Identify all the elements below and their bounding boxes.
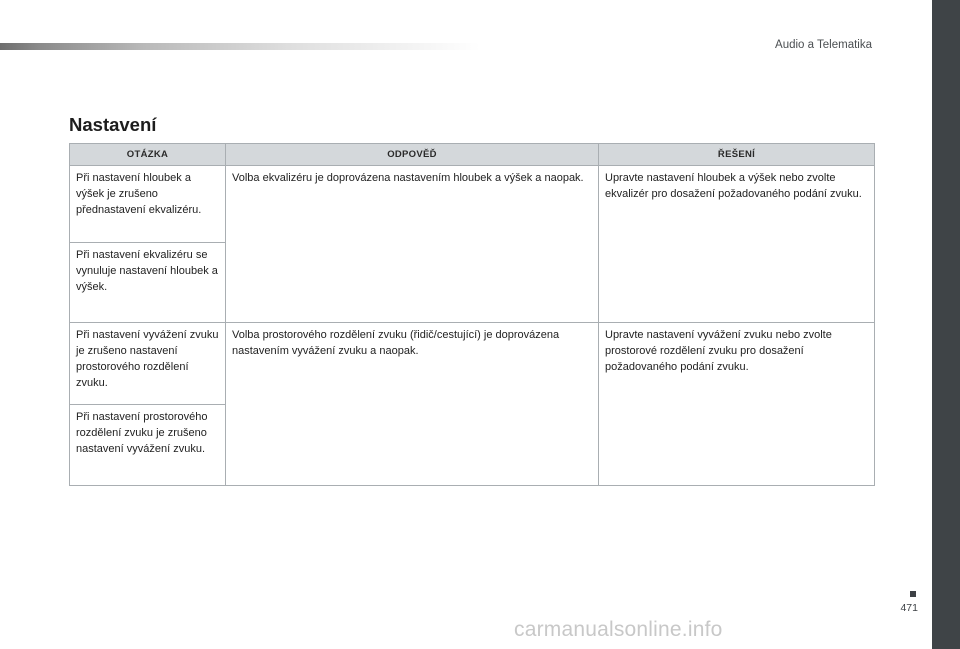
column-header-answer: ODPOVĚĎ bbox=[226, 144, 599, 166]
page-number: 471 bbox=[900, 602, 918, 614]
page-title: Nastavení bbox=[69, 114, 157, 135]
side-tab-strip bbox=[932, 0, 960, 649]
header-gradient-bar bbox=[0, 43, 480, 50]
answer-cell: Volba prostorového rozdělení zvuku (řidič/cestující) je doprovázena nastavením vyvážení zvuku a naopak. bbox=[226, 323, 599, 486]
question-cell: Při nastavení hloubek a výšek je zrušeno přednastavení ekvalizéru. bbox=[70, 166, 226, 243]
solution-cell: Upravte nastavení vyvážení zvuku nebo zvolte prostorové rozdělení zvuku pro dosažení požadovaného podání zvuku. bbox=[599, 323, 875, 486]
column-header-question: OTÁZKA bbox=[70, 144, 226, 166]
column-header-solution: ŘEŠENÍ bbox=[599, 144, 875, 166]
question-cell: Při nastavení ekvalizéru se vynuluje nastavení hloubek a výšek. bbox=[70, 243, 226, 323]
table-row bbox=[70, 166, 875, 243]
question-cell: Při nastavení prostorového rozdělení zvuku je zrušeno nastavení vyvážení zvuku. bbox=[70, 405, 226, 486]
section-title: Audio a Telematika bbox=[775, 39, 872, 51]
watermark: carmanualsonline.info bbox=[514, 618, 723, 641]
solution-cell: Upravte nastavení hloubek a výšek nebo zvolte ekvalizér pro dosažení požadovaného podání zvuku. bbox=[599, 166, 875, 323]
question-cell: Při nastavení vyvážení zvuku je zrušeno nastavení prostorového rozdělení zvuku. bbox=[70, 323, 226, 405]
table-row bbox=[70, 323, 875, 405]
answer-cell: Volba ekvalizéru je doprovázena nastavením hloubek a výšek a naopak. bbox=[226, 166, 599, 323]
page-marker-icon bbox=[910, 591, 916, 597]
table-header-row bbox=[70, 144, 875, 166]
faq-table bbox=[69, 143, 875, 486]
